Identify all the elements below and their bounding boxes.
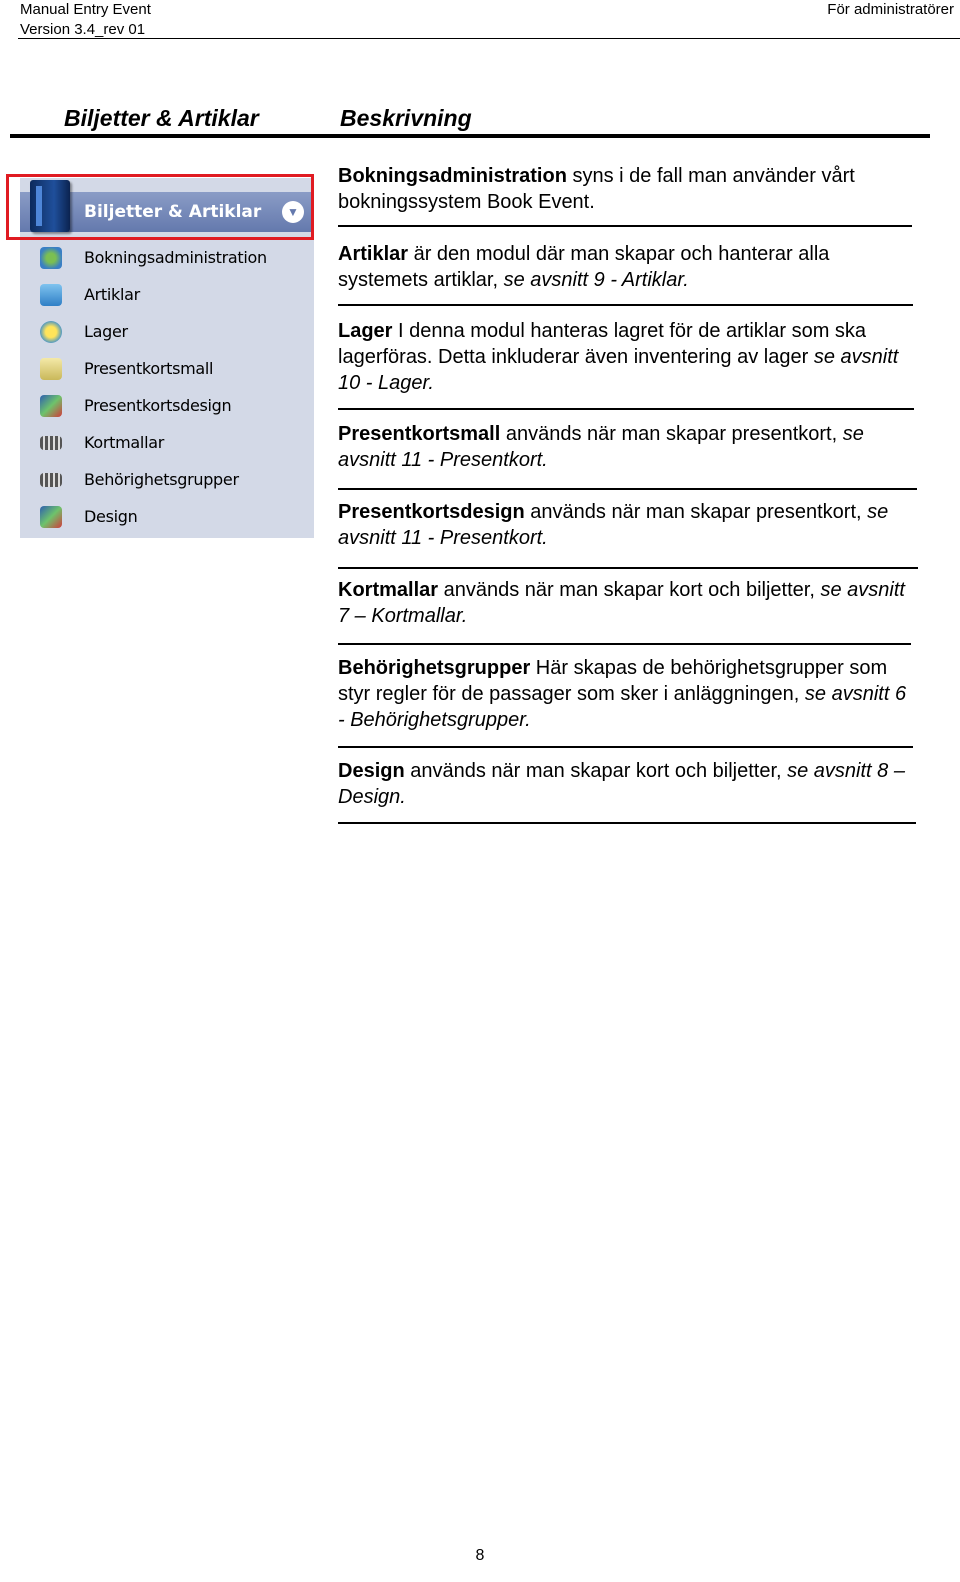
card-icon <box>40 436 62 450</box>
sidebar-item-label: Lager <box>84 322 128 341</box>
description-text: är den modul där man skapar och hanterar alla systemets artiklar, <box>338 243 830 291</box>
description-term: Lager <box>338 320 393 342</box>
folder-icon <box>40 284 62 306</box>
description-term: Bokningsadministration <box>338 165 567 187</box>
sidebar-item-label: Bokningsadministration <box>84 248 267 267</box>
menu-header-title: Biljetter & Artiklar <box>84 202 262 222</box>
description-kortmallar <box>338 577 918 629</box>
gear-globe-icon <box>40 247 62 269</box>
sidebar-item-label: Presentkortsmall <box>84 359 214 378</box>
card-icon <box>40 473 62 487</box>
section-reference: se avsnitt 10 - Lager. <box>338 346 899 394</box>
description-presentkortsdesign <box>338 499 918 551</box>
heading-divider <box>10 134 930 138</box>
description-divider <box>338 488 917 490</box>
palette-icon <box>40 395 62 417</box>
chevron-down-icon[interactable]: ▼ <box>282 201 304 223</box>
card-template-icon <box>40 358 62 380</box>
column-heading-tickets: Biljetter & Artiklar <box>64 105 259 131</box>
sidebar-item-label: Design <box>84 507 138 526</box>
sidebar-item-label: Behörighetsgrupper <box>84 470 239 489</box>
sidebar-item-label: Kortmallar <box>84 433 165 452</box>
section-reference: se avsnitt 11 - Presentkort. <box>338 423 864 471</box>
sidebar-item-artiklar[interactable] <box>20 277 314 313</box>
sidebar-item-design[interactable] <box>20 499 314 535</box>
description-text: Här skapas de behörighetsgrupper som styr regler för de passager som sker i anläggningen, <box>338 657 888 705</box>
document-version: Version 3.4_rev 01 <box>20 21 146 38</box>
description-design <box>338 758 918 810</box>
description-text: syns i de fall man använder vårt bokningssystem Book Event. <box>338 165 855 213</box>
document-audience: För administratörer <box>827 1 954 18</box>
sidebar-item-behorighetsgrupper[interactable] <box>20 462 314 498</box>
description-text: I denna modul hanteras lagret för de artiklar som ska lagerföras. Detta inkluderar även inventering av lager <box>338 320 867 368</box>
description-divider <box>338 304 913 306</box>
description-divider <box>338 822 916 824</box>
description-divider <box>338 643 911 645</box>
section-reference: se avsnitt 6 - Behörighetsgrupper. <box>338 683 907 731</box>
header-divider <box>18 38 960 39</box>
description-term: Presentkortsdesign <box>338 501 525 523</box>
description-divider <box>338 746 913 748</box>
sidebar-item-label: Presentkortsdesign <box>84 396 232 415</box>
description-text: används när man skapar kort och biljetter, <box>438 579 821 601</box>
sidebar-item-bokningsadministration[interactable] <box>20 240 314 276</box>
section-reference: se avsnitt 8 – Design. <box>338 760 905 808</box>
palette-icon <box>40 506 62 528</box>
description-term: Design <box>338 760 405 782</box>
sidebar-item-presentkortsdesign[interactable] <box>20 388 314 424</box>
description-term: Presentkortsmall <box>338 423 501 445</box>
highlight-frame <box>6 174 314 240</box>
lightbulb-icon <box>40 321 62 343</box>
section-reference: se avsnitt 7 – Kortmallar. <box>338 579 905 627</box>
sidebar-item-presentkortsmall[interactable] <box>20 351 314 387</box>
description-artiklar <box>338 241 918 293</box>
description-text: används när man skapar kort och biljetter, <box>404 760 788 782</box>
description-text: används när man skapar presentkort, <box>500 423 843 445</box>
description-bokningsadministration <box>338 163 918 215</box>
description-behorighetsgrupper <box>338 655 918 733</box>
description-text: används när man skapar presentkort, <box>524 501 868 523</box>
sidebar-item-label: Artiklar <box>84 285 140 304</box>
section-reference: se avsnitt 11 - Presentkort. <box>338 501 889 549</box>
sidebar-item-lager[interactable] <box>20 314 314 350</box>
description-divider <box>338 408 914 410</box>
sidebar-item-kortmallar[interactable] <box>20 425 314 461</box>
section-reference: se avsnitt 9 - Artiklar. <box>503 269 689 291</box>
document-header-left <box>20 0 151 40</box>
description-divider <box>338 567 918 569</box>
description-term: Artiklar <box>338 243 409 265</box>
document-title: Manual Entry Event <box>20 1 151 18</box>
column-heading-description: Beskrivning <box>340 105 472 131</box>
description-presentkortsmall <box>338 421 918 473</box>
description-term: Behörighetsgrupper <box>338 657 531 679</box>
page-number: 8 <box>475 1547 485 1564</box>
description-lager <box>338 318 918 396</box>
description-term: Kortmallar <box>338 579 439 601</box>
description-divider <box>338 225 912 227</box>
